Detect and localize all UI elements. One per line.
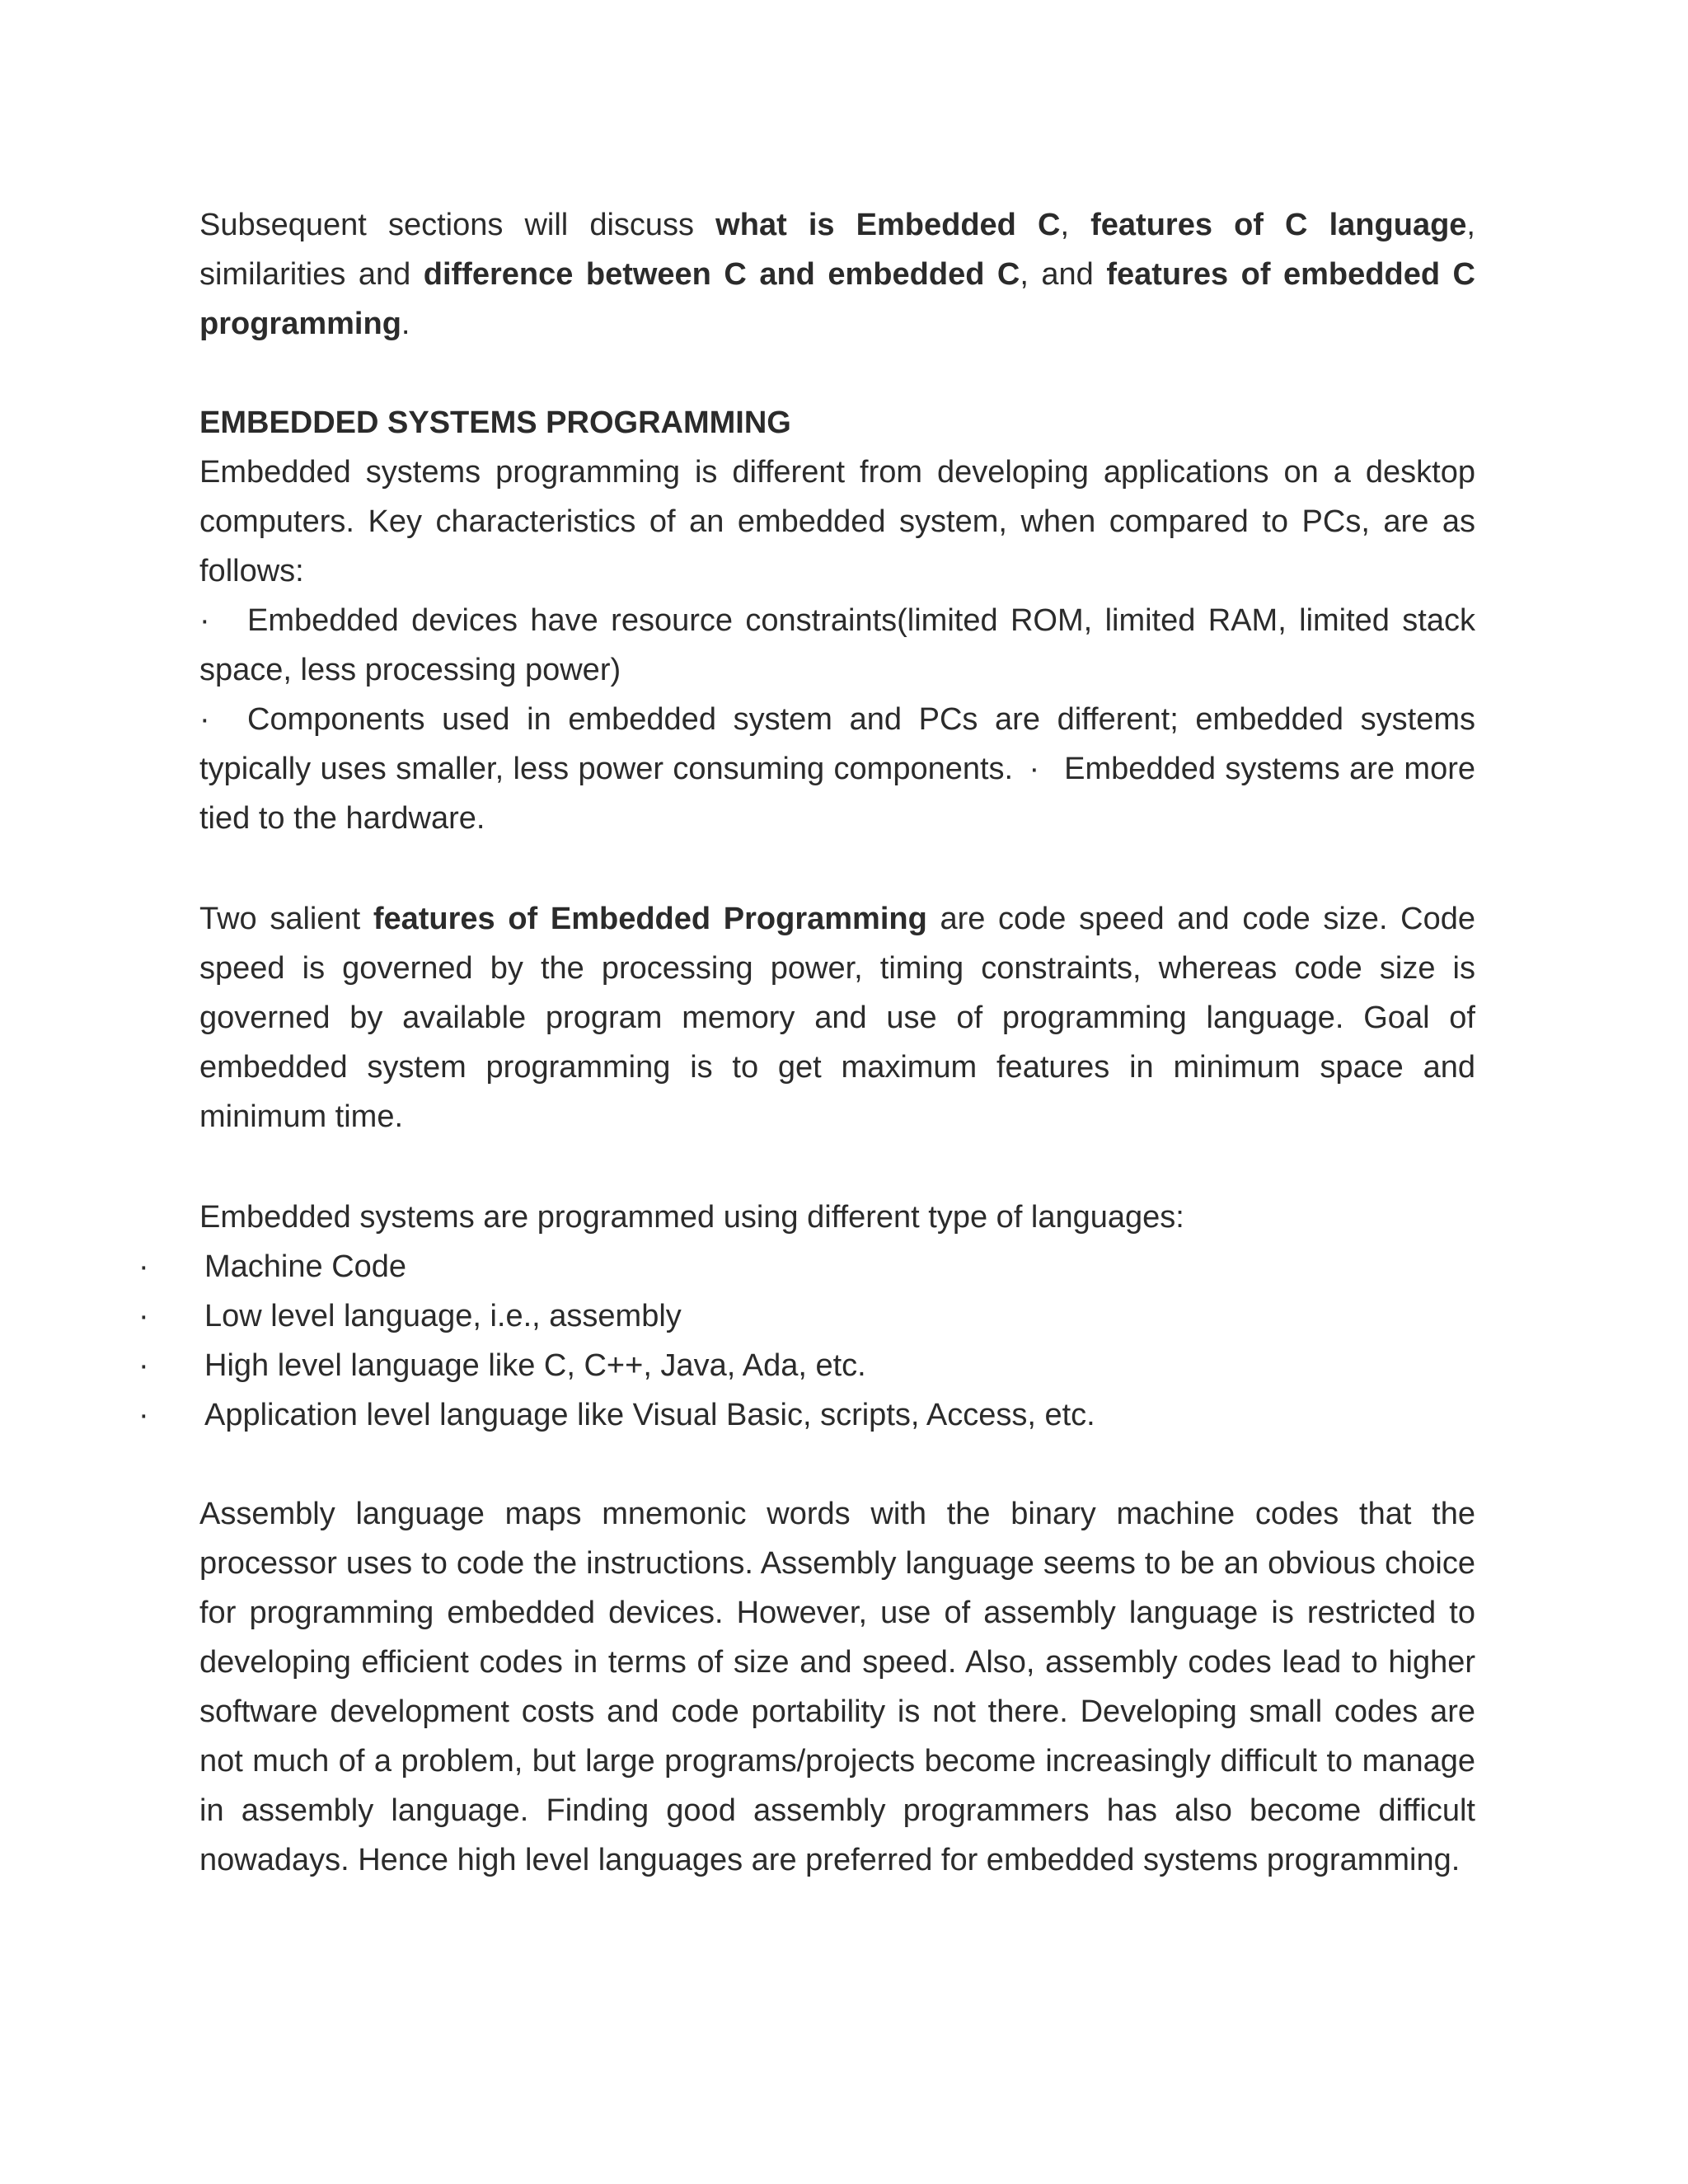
languages-intro: Embedded systems are programmed using different type of languages: xyxy=(199,1200,1184,1235)
bullet-item-components xyxy=(199,695,1475,843)
list-item-text: High level language like C, C++, Java, Ada, etc. xyxy=(204,1348,866,1383)
intro-text-1: Subsequent sections will discuss xyxy=(199,208,716,242)
list-item xyxy=(138,1242,1457,1291)
list-item-text: Machine Code xyxy=(204,1249,407,1284)
list-item xyxy=(138,1341,1457,1390)
bullet-text-hardware: Embedded systems are more tied to the hardware. xyxy=(199,752,1475,836)
bullet-item-resources xyxy=(199,596,1475,695)
intro-text-3: , similarities and xyxy=(199,208,1475,292)
features-paragraph xyxy=(199,894,1475,1141)
intro-text-2: , xyxy=(1060,208,1091,242)
bullet-dot: · xyxy=(138,1249,149,1284)
list-item-text: Application level language like Visual Basic, scripts, Access, etc. xyxy=(204,1398,1095,1432)
intro-bold-what-is-embedded-c: what is Embedded C xyxy=(715,208,1061,242)
bullet-dot: · xyxy=(138,1299,149,1333)
bullet-dot: · xyxy=(199,702,210,737)
bullet-dot: · xyxy=(138,1348,149,1383)
list-item-text: Low level language, i.e., assembly xyxy=(204,1299,682,1333)
bullet-dot: · xyxy=(1029,752,1040,786)
intro-text-5: . xyxy=(401,307,410,341)
features-text-1: Two salient xyxy=(199,902,373,936)
list-item xyxy=(138,1291,1457,1341)
intro-paragraph xyxy=(199,200,1475,349)
assembly-paragraph: Assembly language maps mnemonic words with the binary machine codes that the processor uses to code the instructions. Assembly language seems to be an obvious choice for programming embedded devices. However, use of assembly language is restricted to developing efficient codes in terms of size and speed. Also, assembly codes lead to higher software development costs and code portability is not there. Developing small codes are not much of a problem, but large programs/projects become increasingly difficult to manage in assembly language. Finding good assembly programmers has also become difficult nowadays. Hence high level languages are preferred for embedded systems programming. xyxy=(199,1497,1475,1877)
intro-bold-features-of-c: features of C language xyxy=(1090,208,1467,242)
intro-text-4: , and xyxy=(1020,257,1107,292)
list-item xyxy=(138,1390,1457,1440)
features-text-2: are code speed and code size. Code speed is governed by the processing power, timing constraints, whereas code size is governed by available program memory and use of programming language. Goal of embedded system programming is to get maximum features in minimum space and minimum time. xyxy=(199,902,1475,1134)
languages-list xyxy=(138,1242,1457,1440)
intro-bold-features-embedded: features of embedded C programming xyxy=(199,257,1475,341)
bullet-dot: · xyxy=(199,603,210,638)
section-paragraph: Embedded systems programming is different from developing applications on a desktop computers. Key characteristics of an embedded system, when compared to PCs, are as follows: xyxy=(199,455,1475,588)
section-heading: EMBEDDED SYSTEMS PROGRAMMING xyxy=(199,405,791,440)
features-bold: features of Embedded Programming xyxy=(373,902,927,936)
bullet-text-resources: Embedded devices have resource constraints(limited ROM, limited RAM, limited stack space, less processing power) xyxy=(199,603,1475,687)
intro-bold-difference: difference between C and embedded C xyxy=(423,257,1020,292)
bullet-dot: · xyxy=(138,1398,149,1432)
section-body xyxy=(199,448,1475,843)
bullet-text-components: Components used in embedded system and PCs are different; embedded systems typically uses smaller, less power consuming components. xyxy=(199,702,1475,786)
